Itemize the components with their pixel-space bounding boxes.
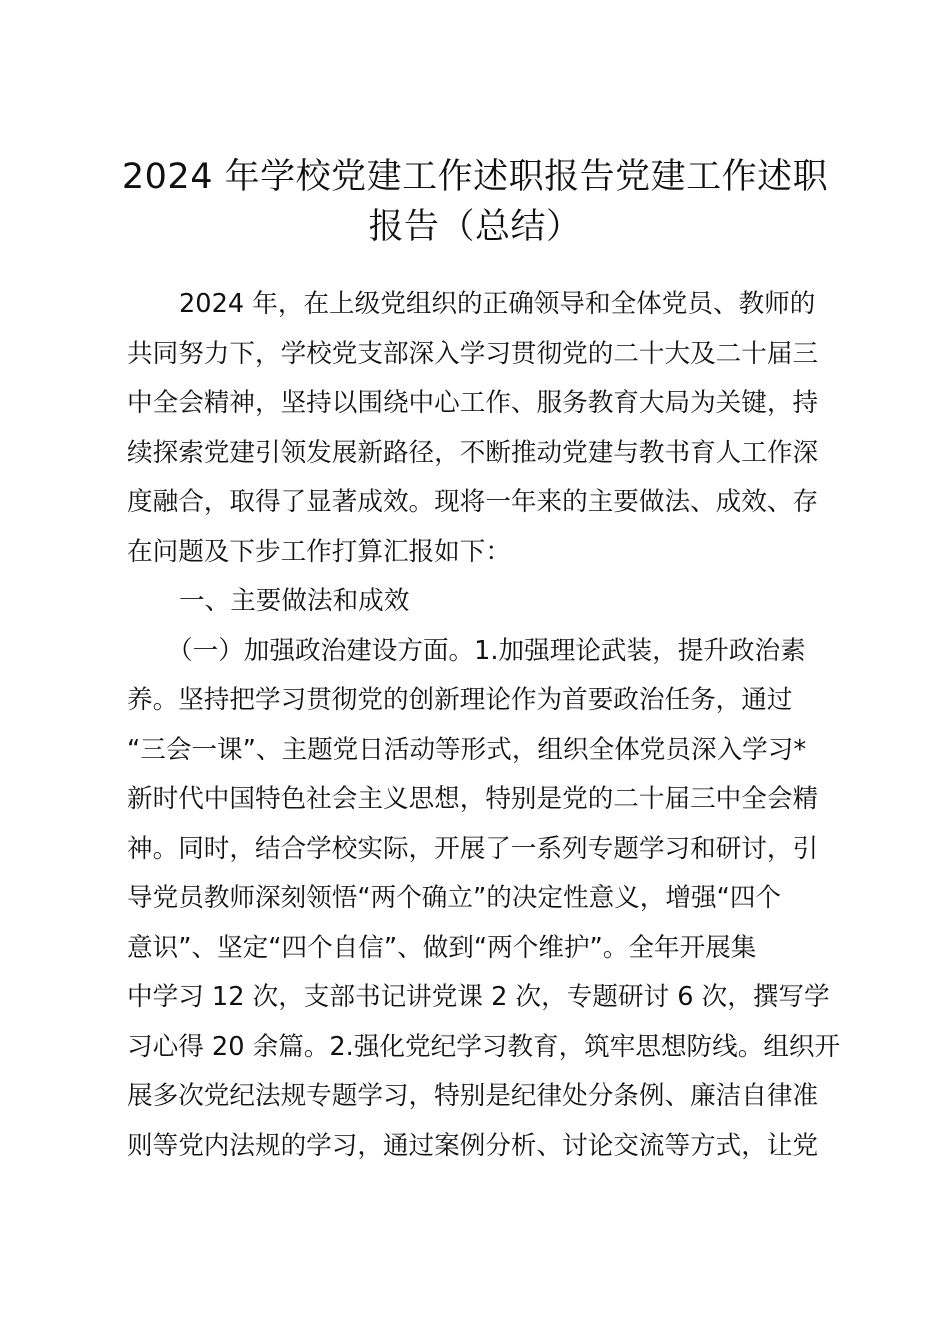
paragraph-line: 导党员教师深刻领悟“两个确立”的决定性意义，增强“四个: [127, 883, 782, 913]
paragraph-line: 续探索党建引领发展新路径，不断推动党建与教书育人工作深: [127, 437, 819, 468]
paragraph-line: 2024 年，在上级党组织的正确领导和全体党员、教师的: [179, 289, 816, 319]
paragraph-line: 度融合，取得了显著成效。现将一年来的主要做法、成效、存: [127, 487, 819, 517]
paragraph-line: 在问题及下步工作打算汇报如下：: [127, 536, 511, 567]
title-line-1: 2024 年学校党建工作述职报告党建工作述职: [121, 157, 829, 197]
paragraph-line: 展多次党纪法规专题学习，特别是纪律处分条例、廉洁自律准: [127, 1081, 819, 1111]
title-line-2: 报告（总结）: [368, 207, 582, 247]
section-heading: 一、主要做法和成效: [179, 586, 410, 616]
paragraph-line: 中全会精神，坚持以围绕中心工作、服务教育大局为关键，持: [127, 388, 819, 418]
paragraph-line: 养。坚持把学习贯彻党的创新理论作为首要政治任务，通过: [127, 685, 793, 715]
paragraph-line: 新时代中国特色社会主义思想，特别是党的二十届三中全会精: [127, 784, 819, 814]
paragraph-line: 则等党内法规的学习，通过案例分析、讨论交流等方式，让党: [127, 1130, 819, 1161]
document-body: [127, 280, 841, 1171]
paragraph-line: 共同努力下，学校党支部深入学习贯彻党的二十大及二十届三: [127, 338, 819, 369]
document-title: [120, 152, 830, 252]
paragraph-line: 意识”、坚定“四个自信”、做到“两个维护”。全年开展集: [127, 932, 757, 963]
paragraph-line: “三会一课”、主题党日活动等形式，组织全体党员深入学习*: [127, 734, 807, 765]
paragraph-line: （一）加强政治建设方面。1.加强理论武装，提升政治素: [167, 635, 806, 666]
paragraph-line: 神。同时，结合学校实际，开展了一系列专题学习和研讨，引: [127, 833, 819, 864]
paragraph-line: 习心得 20 余篇。2.强化党纪学习教育，筑牢思想防线。组织开: [127, 1031, 841, 1062]
paragraph-line: 中学习 12 次，支部书记讲党课 2 次，专题研讨 6 次，撰写学: [127, 982, 830, 1012]
